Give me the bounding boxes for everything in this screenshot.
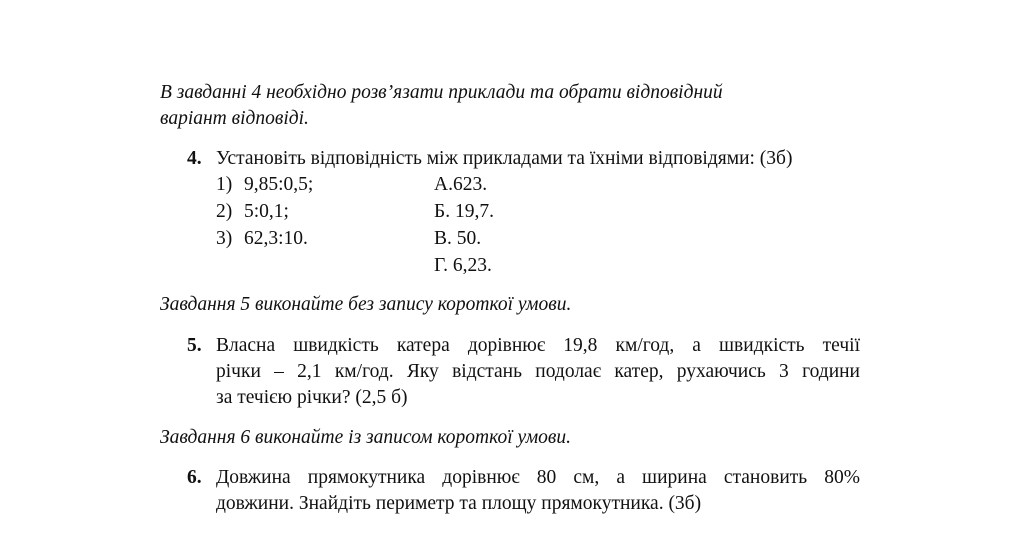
task4-answer: Г. 6,23. <box>434 255 492 276</box>
task4-question: Установіть відповідність між прикладами та їхніми відповідями: (3б) <box>216 148 793 169</box>
task4-example-label: 1) <box>216 174 233 195</box>
task4-number: 4. <box>187 148 202 169</box>
instruction-task6: Завдання 6 виконайте із записом короткої умови. <box>160 427 571 448</box>
instruction-task4-line2: варіант відповіді. <box>160 108 309 129</box>
task5-line: Власна швидкість катера дорівнює 19,8 км/год, а швидкість течії <box>216 335 860 356</box>
task4-example-expr: 62,3:10. <box>244 228 308 249</box>
task6-line: Довжина прямокутника дорівнює 80 см, а ширина становить 80% <box>216 467 860 488</box>
instruction-task5: Завдання 5 виконайте без запису короткої умови. <box>160 294 572 315</box>
task4-answer: В. 50. <box>434 228 482 249</box>
instruction-task4-line1: В завданні 4 необхідно розв’язати приклади та обрати відповідний <box>160 82 723 103</box>
task5-line: за течією річки? (2,5 б) <box>216 387 408 408</box>
task4-example-expr: 9,85:0,5; <box>244 174 314 195</box>
task4-example-expr: 5:0,1; <box>244 201 289 222</box>
task5-number: 5. <box>187 335 202 356</box>
task4-answer: Б. 19,7. <box>434 201 494 222</box>
task5-line: річки – 2,1 км/год. Яку відстань подолає катер, рухаючись 3 години <box>216 361 860 382</box>
task6-line: довжини. Знайдіть периметр та площу прямокутника. (3б) <box>216 493 702 514</box>
task6-number: 6. <box>187 467 202 488</box>
task4-answer: А.623. <box>434 174 488 195</box>
task4-example-label: 3) <box>216 228 233 249</box>
task4-example-label: 2) <box>216 201 233 222</box>
